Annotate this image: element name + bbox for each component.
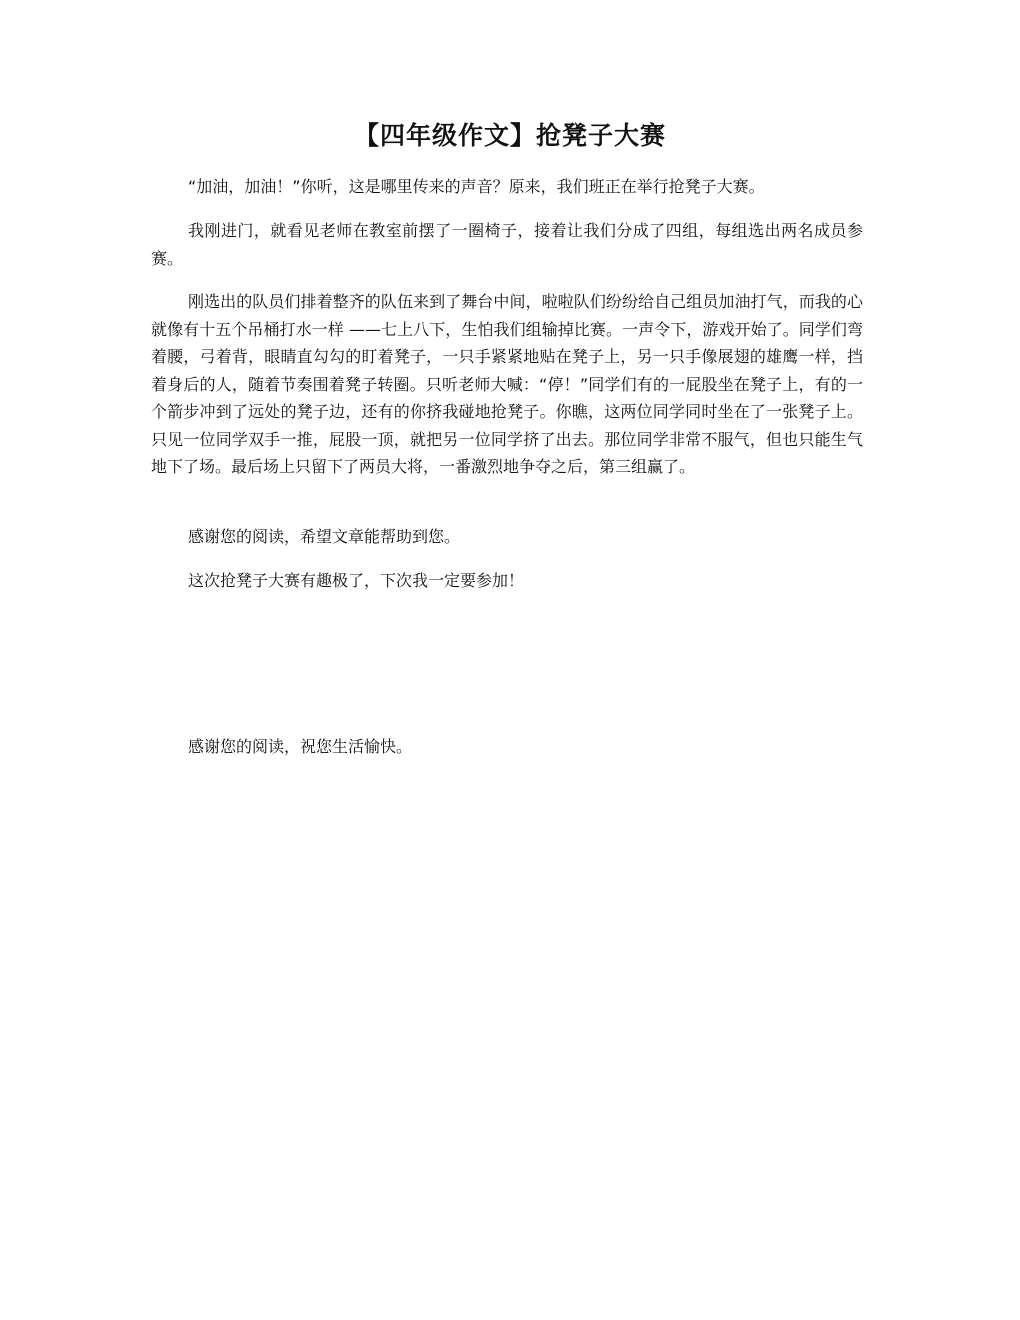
- paragraph-intro: “加油，加油！”你听，这是哪里传来的声音？原来，我们班正在举行抢凳子大赛。: [188, 177, 765, 196]
- page-title: 【四年级作文】抢凳子大赛: [353, 121, 666, 150]
- paragraph-game: 刚选出的队员们排着整齐的队伍来到了舞台中间，啦啦队们纷纷给自己组员加油打气，而我的心就像有十五个吊桶打水一样 ——七上八下，生怕我们组输掉比赛。一声令下，游戏开始了。同学们弯着腰，弓着背，眼睛直勾勾的盯着凳子，一只手紧紧地贴在凳子上，另一只手像展翅的雄鹰一样，挡着身后的人，随着节奏围着凳子转圈。只听老师大喊：“停！”同学们有的一屁股坐在凳子上，有的一个箭步冲到了远处的凳子边，还有的你挤我碰地抢凳子。你瞧，这两位同学同时坐在了一张凳子上。只见一位同学双手一推，屁股一顶，就把另一位同学挤了出去。那位同学非常不服气，但也只能生气地下了场。最后场上只留下了两员大将，一番激烈地争夺之后，第三组赢了。: [151, 292, 863, 476]
- closing-note: 感谢您的阅读，祝您生活愉快。: [188, 737, 413, 756]
- paragraph-setup: 我刚进门，就看见老师在教室前摆了一圈椅子，接着让我们分成了四组，每组选出两名成员参赛。: [151, 221, 863, 268]
- paragraph-conclusion: 这次抢凳子大赛有趣极了，下次我一定要参加！: [188, 571, 525, 590]
- paragraph-thanks: 感谢您的阅读，希望文章能帮助到您。: [188, 527, 461, 546]
